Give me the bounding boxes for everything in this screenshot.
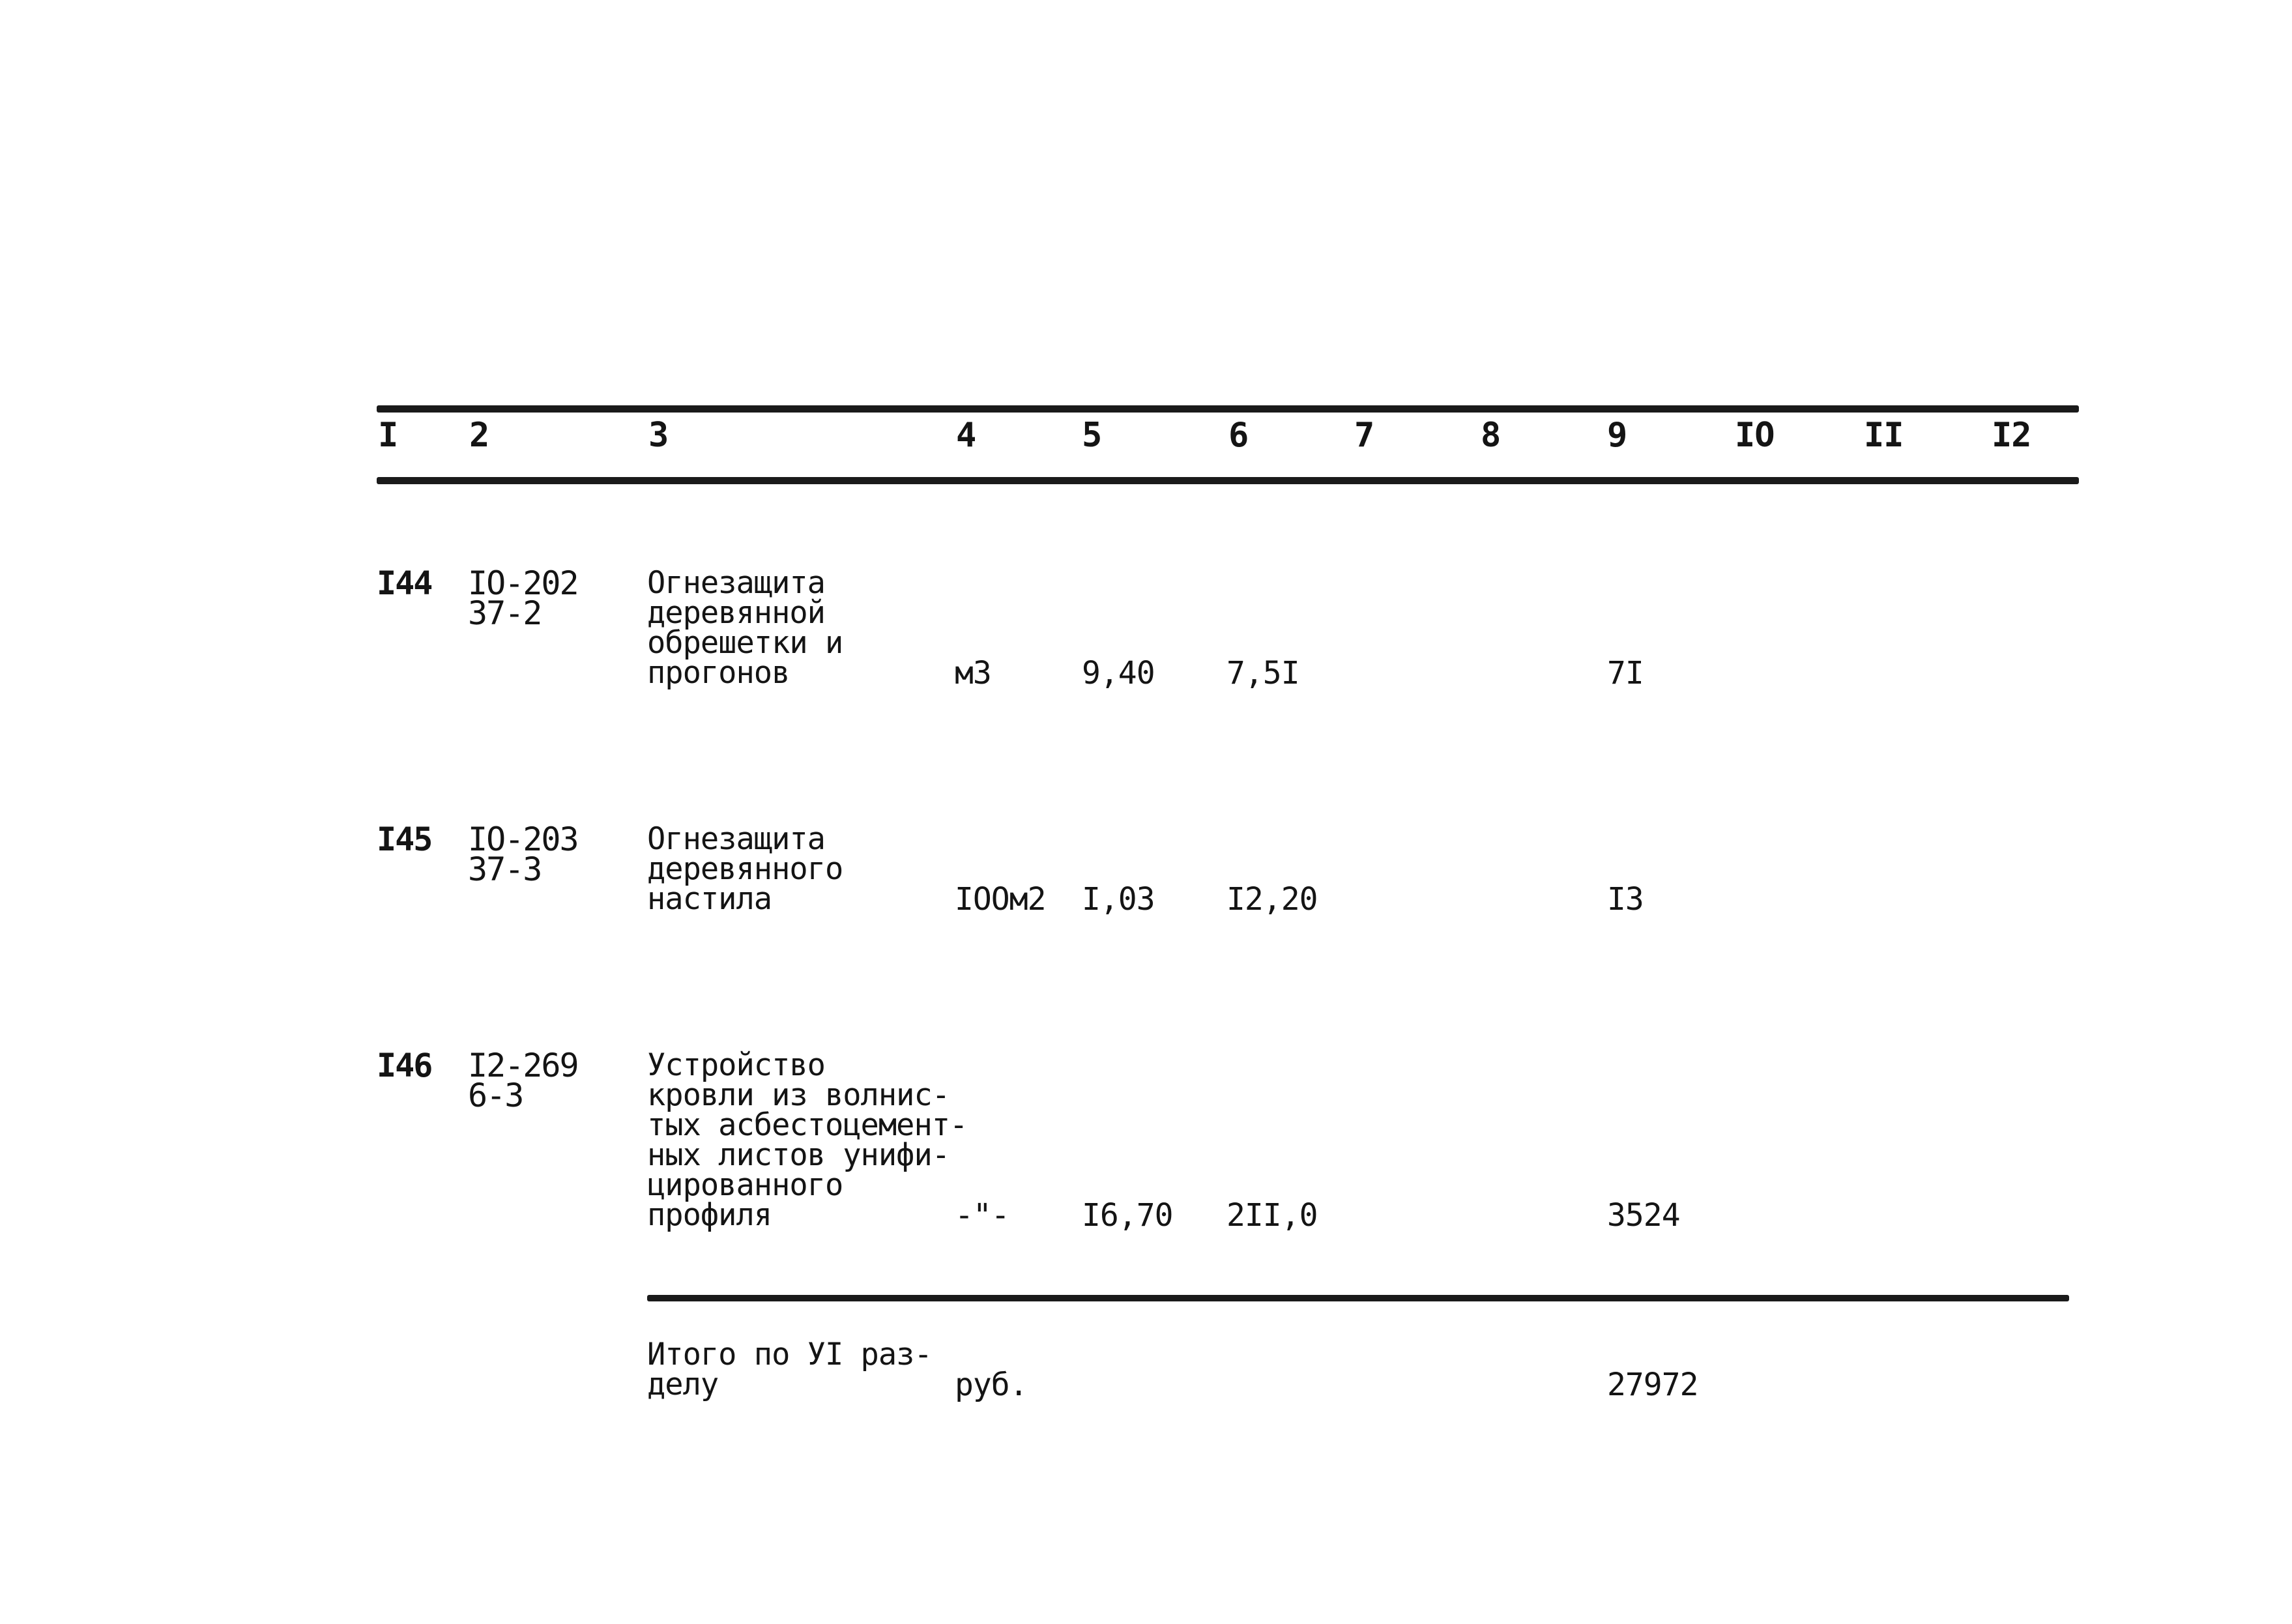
rate-code-line-2: 37-2 [468,594,542,632]
work-description-line: обрешетки и [647,625,843,661]
rate-code-line-1: IO-203 [468,820,578,858]
row-number: I44 [377,564,432,602]
column-header-10: IO [1735,416,1775,455]
summary-label-line-1: Итого по УI раз- [647,1337,932,1372]
work-description-line: деревянной [647,595,825,631]
column-header-2: 2 [469,416,489,455]
rate-code-line-2: 6-3 [468,1077,523,1114]
column-header-5: 5 [1082,416,1102,455]
unit-of-measure: IOOм2 [955,881,1046,918]
work-description-line: Огнезащита [647,565,825,601]
row-number: I45 [377,820,432,858]
table-header-rule [377,477,2079,484]
work-description-line: ных листов унифи- [647,1137,950,1173]
rate-code-line-1: IO-202 [468,564,578,602]
column-header-6: 6 [1228,416,1249,455]
column-header-1: I [378,416,398,455]
quantity: I6,70 [1082,1197,1173,1234]
row-number: I46 [377,1047,432,1084]
total-cost: 3524 [1607,1197,1680,1234]
column-header-11: II [1864,416,1904,455]
unit-of-measure: м3 [955,655,991,691]
work-description-line: кровли из волнис- [647,1077,950,1113]
total-cost: I3 [1607,881,1644,918]
work-description-line: настила [647,881,772,917]
unit-price: 2II,0 [1226,1197,1318,1234]
quantity: I,03 [1082,881,1155,918]
unit-price: I2,20 [1226,881,1318,918]
work-description-line: профиля [647,1197,772,1233]
work-description-line: Огнезащита [647,821,825,857]
column-header-4: 4 [956,416,976,455]
column-header-9: 9 [1607,416,1627,455]
work-description-line: прогонов [647,655,790,691]
rate-code-line-1: I2-269 [468,1047,578,1084]
column-header-8: 8 [1481,416,1501,455]
summary-unit: руб. [955,1367,1028,1403]
column-header-12: I2 [1992,416,2031,455]
total-cost: 7I [1607,655,1644,691]
work-description-line: Устройство [647,1047,825,1083]
summary-label-line-2: делу [647,1367,719,1402]
work-description-line: деревянного [647,851,843,887]
table-top-rule [377,405,2079,413]
column-header-3: 3 [648,416,669,455]
summary-total: 27972 [1607,1367,1698,1403]
summary-rule [647,1295,2069,1301]
unit-of-measure: -"- [955,1197,1009,1234]
quantity: 9,40 [1082,655,1155,691]
column-header-7: 7 [1354,416,1374,455]
unit-price: 7,5I [1226,655,1299,691]
rate-code-line-2: 37-3 [468,850,542,888]
work-description-line: цированного [647,1167,843,1203]
work-description-line: тых асбестоцемент- [647,1107,968,1143]
